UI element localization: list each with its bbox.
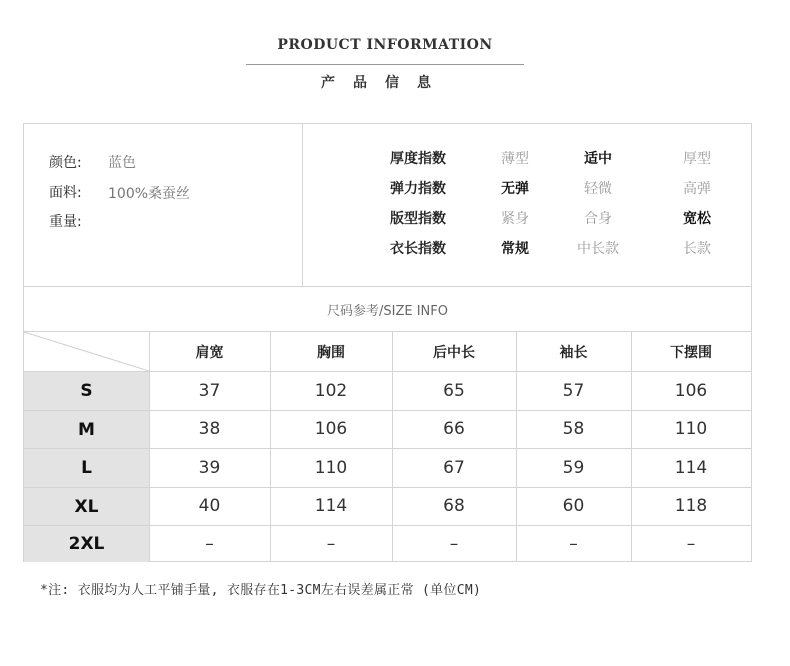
attr-fabric-value: 100%桑蚕丝 xyxy=(108,186,191,202)
index-option: 适中 xyxy=(584,151,612,167)
index-option: 长款 xyxy=(683,241,711,257)
index-option: 薄型 xyxy=(501,151,529,167)
table-cell: 67 xyxy=(443,457,465,478)
index-label: 弹力指数 xyxy=(390,181,446,197)
table-cell: 106 xyxy=(674,380,708,401)
table-cell: 59 xyxy=(562,457,585,478)
table-cell: 110 xyxy=(674,419,708,439)
size-label: 2XL xyxy=(24,526,149,562)
size-label: M xyxy=(24,411,149,448)
index-option: 常规 xyxy=(501,241,529,257)
index-label: 厚度指数 xyxy=(390,151,446,167)
table-cell: 102 xyxy=(314,380,348,401)
table-cell: 114 xyxy=(674,457,708,478)
index-option: 中长款 xyxy=(577,241,619,257)
table-cell: 68 xyxy=(443,496,465,516)
column-header: 下摆围 xyxy=(670,344,712,361)
index-option: 轻微 xyxy=(584,181,612,197)
table-cell: 58 xyxy=(562,419,585,439)
size-info-title: 尺码参考/SIZE INFO xyxy=(327,304,448,319)
info-divider xyxy=(24,286,751,287)
size-label: XL xyxy=(24,488,149,525)
table-cell: 39 xyxy=(198,457,221,478)
attr-color-value: 蓝色 xyxy=(108,155,136,171)
table-cell: 60 xyxy=(562,496,585,516)
attr-fabric-label: 面料: xyxy=(49,185,82,201)
column-header: 袖长 xyxy=(559,344,588,361)
column-header: 胸围 xyxy=(317,344,345,361)
index-option: 紧身 xyxy=(501,211,529,227)
footnote: *注: 衣服均为人工平铺手量, 衣服存在1-3CM左右误差属正常 (单位CM) xyxy=(40,583,482,598)
index-option: 宽松 xyxy=(683,211,711,227)
size-label: S xyxy=(24,372,149,410)
title-cn: 产品信息 xyxy=(321,75,449,91)
table-cell: 106 xyxy=(314,419,348,439)
table-cell: 118 xyxy=(674,496,708,516)
table-cell: – xyxy=(686,533,696,554)
index-option: 厚型 xyxy=(683,151,711,167)
index-option: 合身 xyxy=(584,211,612,227)
column-header: 后中长 xyxy=(433,344,475,361)
table-cell: 66 xyxy=(443,419,465,439)
index-label: 版型指数 xyxy=(390,211,446,227)
attr-color-label: 颜色: xyxy=(49,155,82,171)
index-label: 衣长指数 xyxy=(390,241,446,257)
column-header: 肩宽 xyxy=(195,344,224,361)
table-cell: 110 xyxy=(314,457,348,478)
title-en: PRODUCT INFORMATION xyxy=(277,37,493,53)
table-cell: 57 xyxy=(562,380,585,401)
size-label: L xyxy=(24,449,149,487)
table-cell: – xyxy=(326,533,336,554)
table-cell: 40 xyxy=(198,496,221,516)
table-cell: – xyxy=(449,533,459,554)
title-divider xyxy=(246,64,524,65)
table-cell: – xyxy=(569,533,578,554)
table-cell: 65 xyxy=(443,380,465,401)
table-cell: 37 xyxy=(198,380,221,401)
table-cell: 38 xyxy=(198,419,221,439)
index-option: 无弹 xyxy=(501,181,529,197)
attr-weight-label: 重量: xyxy=(49,214,82,230)
index-option: 高弹 xyxy=(683,181,711,197)
table-cell: – xyxy=(205,533,214,554)
info-vertical-divider xyxy=(302,124,303,286)
corner-diagonal xyxy=(24,332,149,371)
table-cell: 114 xyxy=(314,496,348,516)
